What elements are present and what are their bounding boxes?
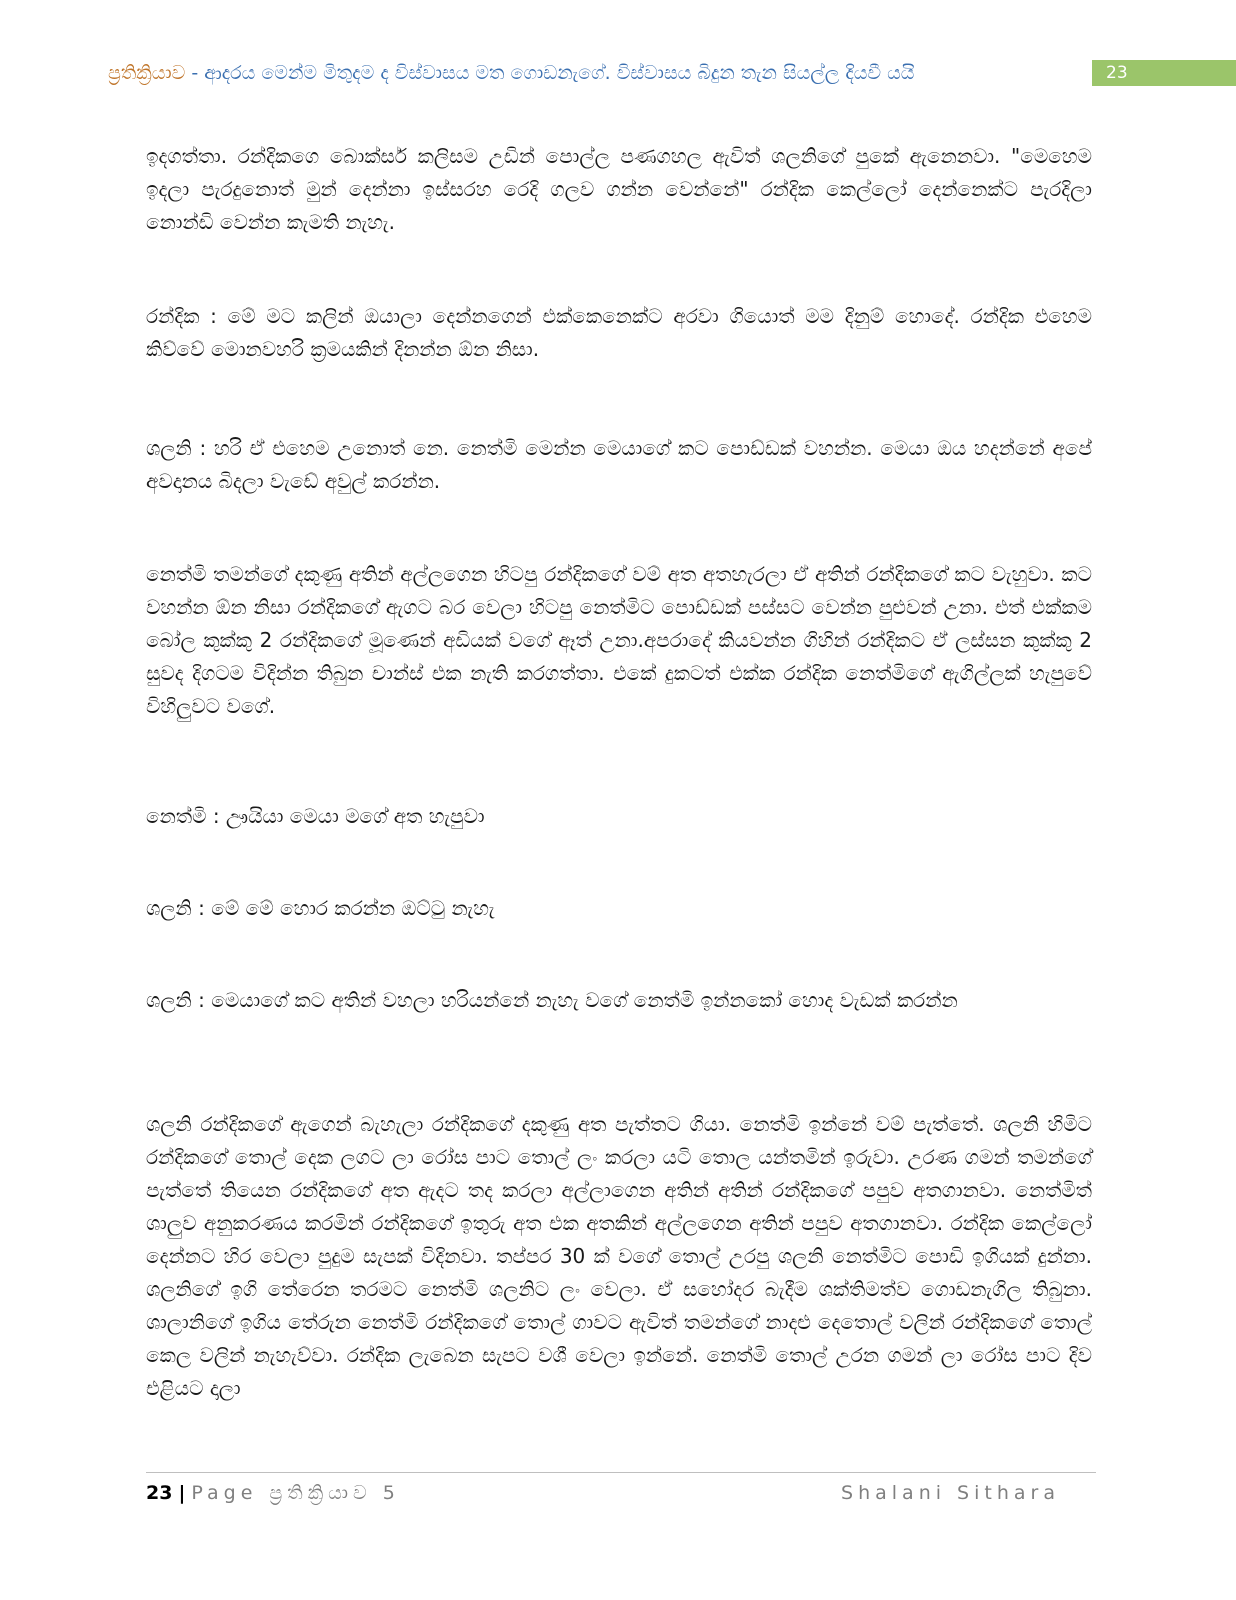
footer-divider (146, 1472, 1096, 1473)
paragraph: ශලනි : මෙයාගේ කට අතින් වහලා හරියන්නේ නැහැ වගේ නෙත්මි ඉන්නකෝ හොද වැඩක් කරන්න (146, 988, 958, 1012)
footer-page-number: 23 (146, 1482, 173, 1504)
header-title (108, 58, 1068, 88)
header-page-number: 23 (1092, 60, 1236, 86)
paragraph: නෙත්මි තමන්ගේ දකුණු අතින් අල්ලගෙන හිටපු රන්දිකගේ වම් අත අතහැරලා ඒ අතින් රන්දිකගේ කට වැහුවා. කට වහන්න ඕන නිසා රන්දිකගේ ඇගට බර වෙලා හිටපු නෙත්මිට පොඩ්ඩක් පස්සට වෙන්න පුළුවන් උනා. එත් එක්කම බෝල කුක්කු 2 රන්දිකගේ මූණෙන් අඩියක් වගේ ඈත් උනා.අපරාදේ කියවන්න ගිහින් රන්දිකට ඒ ලස්සන කුක්කු 2 සුවද දිගටම විදින්න තිබුන චාන්ස් එක නැති කරගත්තා. එකේ දුකටත් එක්ක රන්දික නෙත්මිගේ ඇගිල්ලක් හැපුවේ විහිලුවට වගේ. (146, 562, 1092, 718)
header-subtitle: - ආදරය මෙන්ම මිතුදම ද විස්වාසය මත ගොඩනැගේ. විස්වාසය බිදුන තැන සියල්ල දියවී යයි (185, 62, 915, 84)
paragraph: රන්දික : මේ මට කලින් ඔයාලා දෙන්නගෙන් එක්කෙනෙක්ට අරවා ගියොත් මම දිනුම් හොදේ. රන්දික එහෙම කිව්වේ මොනවහරි ක්‍රමයකින් දිනන්න ඕන නිසා. (146, 304, 1092, 361)
footer-book-title: ප්‍රතික්‍රියාව 5 (269, 1482, 400, 1504)
paragraph: නෙත්මි : ඌයියා මෙයා මගේ අත හැපුවා (146, 804, 485, 828)
paragraph: ඉදගත්තා. රන්දිකගෙ බොක්සර් කලිසම උඩින් පොල්ල පණගහල ඇවිත් ශලනිගේ පුකේ ඇනෙනවා. "මෙහෙම ඉදලා පැරදුනොත් මුන් දෙන්නා ඉස්සරහ රෙදි ගලව ගන්න වෙන්නේ" රන්දික කෙල්ලෝ දෙන්නෙක්ට පැරදිලා නොන්ඩි වෙන්න කැමති නැහැ. (146, 144, 1092, 234)
paragraph: ශලනි රන්දිකගේ ඇගෙන් බැහැලා රන්දිකගේ දකුණු අත පැත්තට ගියා. නෙත්මි ඉන්නේ වම් පැත්තේ. ශලනි හිමිට රන්දිකගේ තොල් දෙක ලගට ලා රෝස පාට තොල් ලං කරලා යටි තොල යන්තමින් ඉරුවා. උරණ ගමන් තමන්ගේ පැත්තේ තියෙන රන්දිකගේ අත ඇදට තද කරලා අල්ලාගෙන අතින් අතින් රන්දිකගේ පපුව අතගානවා. නෙත්මිත් ශාලුව අනුකරණය කරමින් රන්දිකගේ ඉතුරු අත එක අතකින් අල්ලගෙන අතින් පපුව අතගානවා. රන්දික කෙල්ලෝ දෙන්නට හිර වෙලා පුදුම සැපක් විදිනවා. තප්පර 30 ක් වගේ තොල් උරපු ශලනි නෙත්මිට පොඩි ඉගියක් දුන්නා. ශලනිගේ ඉගි තේරෙන තරමට නෙත්මි ශලනිට ලං වෙලා. ඒ සහෝදර බැදීම ශක්තිමත්ව ගොඩනැගිල තිබුනා. ශාලානිගේ ඉගිය තේරුන නෙත්මි රන්දිකගේ තොල් ගාවට ඇවිත් තමන්ගේ නාදළු දෙතොල් වලින් රන්දිකගේ තොල් කෙල වලින් නැහැව්වා. රන්දික ලැබෙන සැපට වශී වෙලා ඉන්නේ. නෙත්මි තොල් උරන ගමන් ලා රෝස පාට දිව එළියට දාලා (146, 1112, 1092, 1400)
running-header (0, 58, 1236, 88)
paragraph: ශලනි : මේ මේ හොර කරන්න ඔට්ටු නැහැ (146, 896, 495, 920)
header-book-title: ප්‍රතික්‍රියාව (108, 62, 186, 84)
page-footer (146, 1478, 1096, 1508)
paragraph: ශලනි : හරි ඒ එහෙම උනොත් නෙ. නෙත්මි මෙන්න මෙයාගේ කට පොඩ්ඩක් වහන්න. මෙයා ඔය හදන්නේ අපේ අවදානය බිදලා වැඩේ අවුල් කරන්න. (146, 436, 1092, 493)
footer-author: Shalani Sithara (841, 1482, 1060, 1504)
footer-page-label: Page (191, 1482, 258, 1504)
footer-separator: | (178, 1482, 186, 1504)
